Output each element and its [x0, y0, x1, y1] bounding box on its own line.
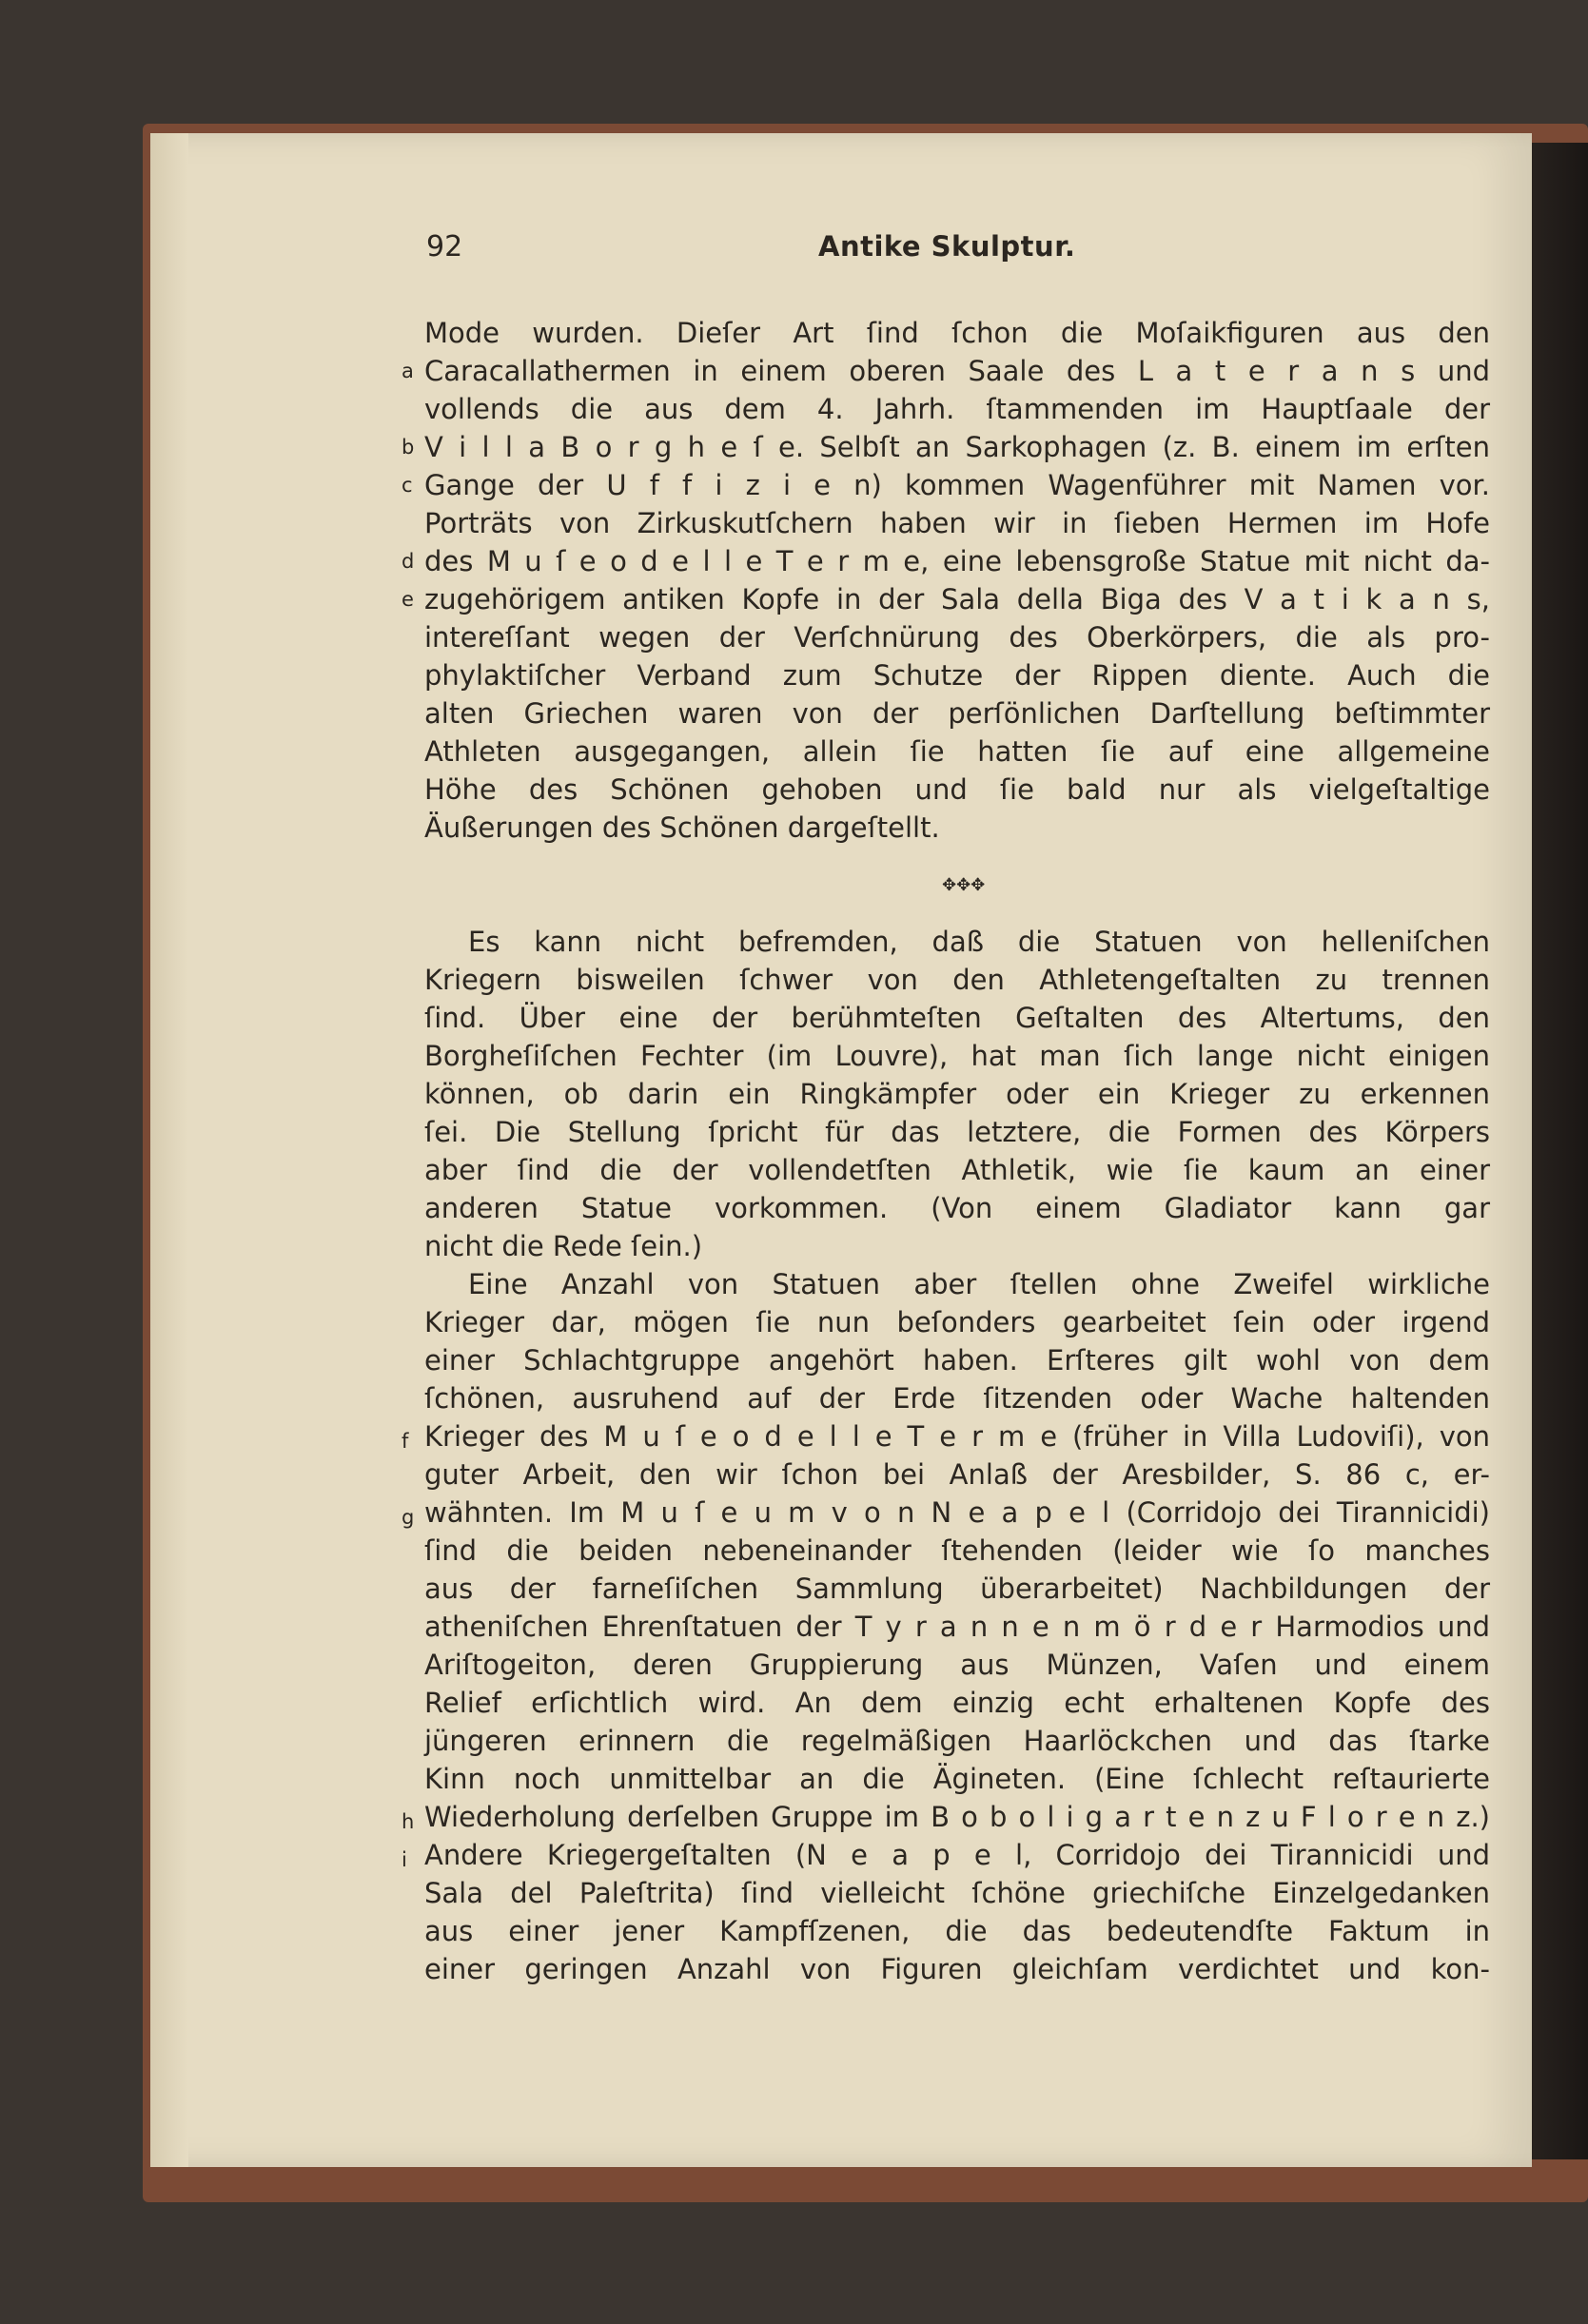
text-line: V i l l a B o r g h e ſ e. Selbſt an Sarkophagen (z. B. einem im erſten — [424, 431, 1490, 463]
text-line: Andere Kriegergeſtalten (N e a p e l, Corridojo dei Tirannicidi und — [424, 1839, 1490, 1871]
section-ornament: ✥✥✥ — [942, 875, 986, 895]
text-line: Äußerungen des Schönen dargeſtellt. — [424, 811, 940, 844]
text-line: Es kann nicht befremden, daß die Statuen von helleniſchen — [468, 926, 1490, 958]
text-line: Sala del Paleſtrita) ſind vielleicht ſchöne griechiſche Einzelgedanken — [424, 1877, 1490, 1909]
text-line: Mode wurden. Dieſer Art ſind ſchon die Moſaikfiguren aus den — [424, 317, 1490, 349]
text-line: ſchönen, ausruhend auf der Erde ſitzenden oder Wache haltenden — [424, 1382, 1490, 1415]
text-line: Höhe des Schönen gehoben und ſie bald nur als vielgeſtaltige — [424, 773, 1490, 806]
text-line: ſei. Die Stellung ſpricht für das letztere, die Formen des Körpers — [424, 1116, 1490, 1148]
text-line: Relief erſichtlich wird. An dem einzig echt erhaltenen Kopfe des — [424, 1687, 1490, 1719]
text-line: aber ſind die der vollendetſten Athletik, wie ſie kaum an einer — [424, 1154, 1490, 1186]
text-line: aus der farneſiſchen Sammlung überarbeitet) Nachbildungen der — [424, 1572, 1490, 1605]
text-line: Borgheſiſchen Fechter (im Louvre), hat man ſich lange nicht einigen — [424, 1040, 1490, 1072]
margin-letter-e: e — [402, 588, 414, 611]
text-line: Gange der U f f i z i e n) kommen Wagenführer mit Namen vor. — [424, 469, 1490, 501]
margin-letter-i: i — [402, 1848, 407, 1871]
text-line: atheniſchen Ehrenſtatuen der T y r a n n e n m ö r d e r Harmodios und — [424, 1611, 1490, 1643]
text-line: Caracallathermen in einem oberen Saale des L a t e r a n s und — [424, 355, 1490, 387]
text-line: wähnten. Im M u ſ e u m v o n N e a p e l (Corridojo dei Tirannicidi) — [424, 1496, 1490, 1529]
text-line: phylaktiſcher Verband zum Schutze der Rippen diente. Auch die — [424, 659, 1490, 692]
page-header — [426, 230, 1473, 278]
text-line: alten Griechen waren von der perſönlichen Darſtellung beſtimmter — [424, 697, 1490, 730]
text-line: einer Schlachtgruppe angehört haben. Erſteres gilt wohl von dem — [424, 1344, 1490, 1377]
text-line: zugehörigem antiken Kopfe in der Sala della Biga des V a t i k a n s, — [424, 583, 1490, 615]
margin-letter-c: c — [402, 474, 413, 497]
text-line: intereſſant wegen der Verſchnürung des Oberkörpers, die als pro- — [424, 621, 1490, 654]
margin-letter-d: d — [402, 550, 415, 573]
text-line: Krieger dar, mögen ſie nun beſonders gearbeitet ſein oder irgend — [424, 1306, 1490, 1338]
margin-letter-f: f — [402, 1430, 409, 1453]
text-line: Ariſtogeiton, deren Gruppierung aus Münzen, Vaſen und einem — [424, 1649, 1490, 1681]
text-line: ſind. Über eine der berühmteſten Geſtalten des Altertums, den — [424, 1002, 1490, 1034]
text-line: Krieger des M u ſ e o d e l l e T e r m e (früher in Villa Ludoviſi), von — [424, 1420, 1490, 1453]
text-line: Kinn noch unmittelbar an die Ägineten. (Eine ſchlecht reſtaurierte — [424, 1763, 1490, 1795]
margin-letter-b: b — [402, 436, 415, 459]
text-line: Athleten ausgegangen, allein ſie hatten ſie auf eine allgemeine — [424, 735, 1490, 768]
text-line: nicht die Rede ſein.) — [424, 1230, 703, 1262]
text-line: Kriegern bisweilen ſchwer von den Athletengeſtalten zu trennen — [424, 964, 1490, 996]
page-edge — [1522, 143, 1588, 2159]
margin-letter-h: h — [402, 1810, 415, 1833]
page-gutter — [150, 133, 188, 2167]
margin-letter-g: g — [402, 1506, 415, 1529]
page-number: 92 — [426, 230, 463, 264]
text-line: jüngeren erinnern die regelmäßigen Haarlöckchen und das ſtarke — [424, 1725, 1490, 1757]
text-line: guter Arbeit, den wir ſchon bei Anlaß der Aresbilder, S. 86 c, er- — [424, 1458, 1490, 1491]
running-head: Antike Skulptur. — [818, 230, 1076, 263]
text-line: Eine Anzahl von Statuen aber ſtellen ohne Zweifel wirkliche — [468, 1268, 1490, 1300]
text-line: ſind die beiden nebeneinander ſtehenden (leider wie ſo manches — [424, 1534, 1490, 1567]
text-line: vollends die aus dem 4. Jahrh. ſtammenden im Hauptſaale der — [424, 393, 1490, 425]
text-line: Porträts von Zirkuskutſchern haben wir in ſieben Hermen im Hofe — [424, 507, 1490, 539]
text-line: des M u ſ e o d e l l e T e r m e, eine lebensgroße Statue mit nicht da- — [424, 545, 1490, 577]
text-line: einer geringen Anzahl von Figuren gleichſam verdichtet und kon- — [424, 1953, 1490, 1985]
text-line: anderen Statue vorkommen. (Von einem Gladiator kann gar — [424, 1192, 1490, 1224]
margin-letter-a: a — [402, 360, 414, 382]
text-line: aus einer jener Kampfſzenen, die das bedeutendſte Faktum in — [424, 1915, 1490, 1947]
text-line: Wiederholung derſelben Gruppe im B o b o l i g a r t e n z u F l o r e n z.) — [424, 1801, 1490, 1833]
text-line: können, ob darin ein Ringkämpfer oder ein Krieger zu erkennen — [424, 1078, 1490, 1110]
